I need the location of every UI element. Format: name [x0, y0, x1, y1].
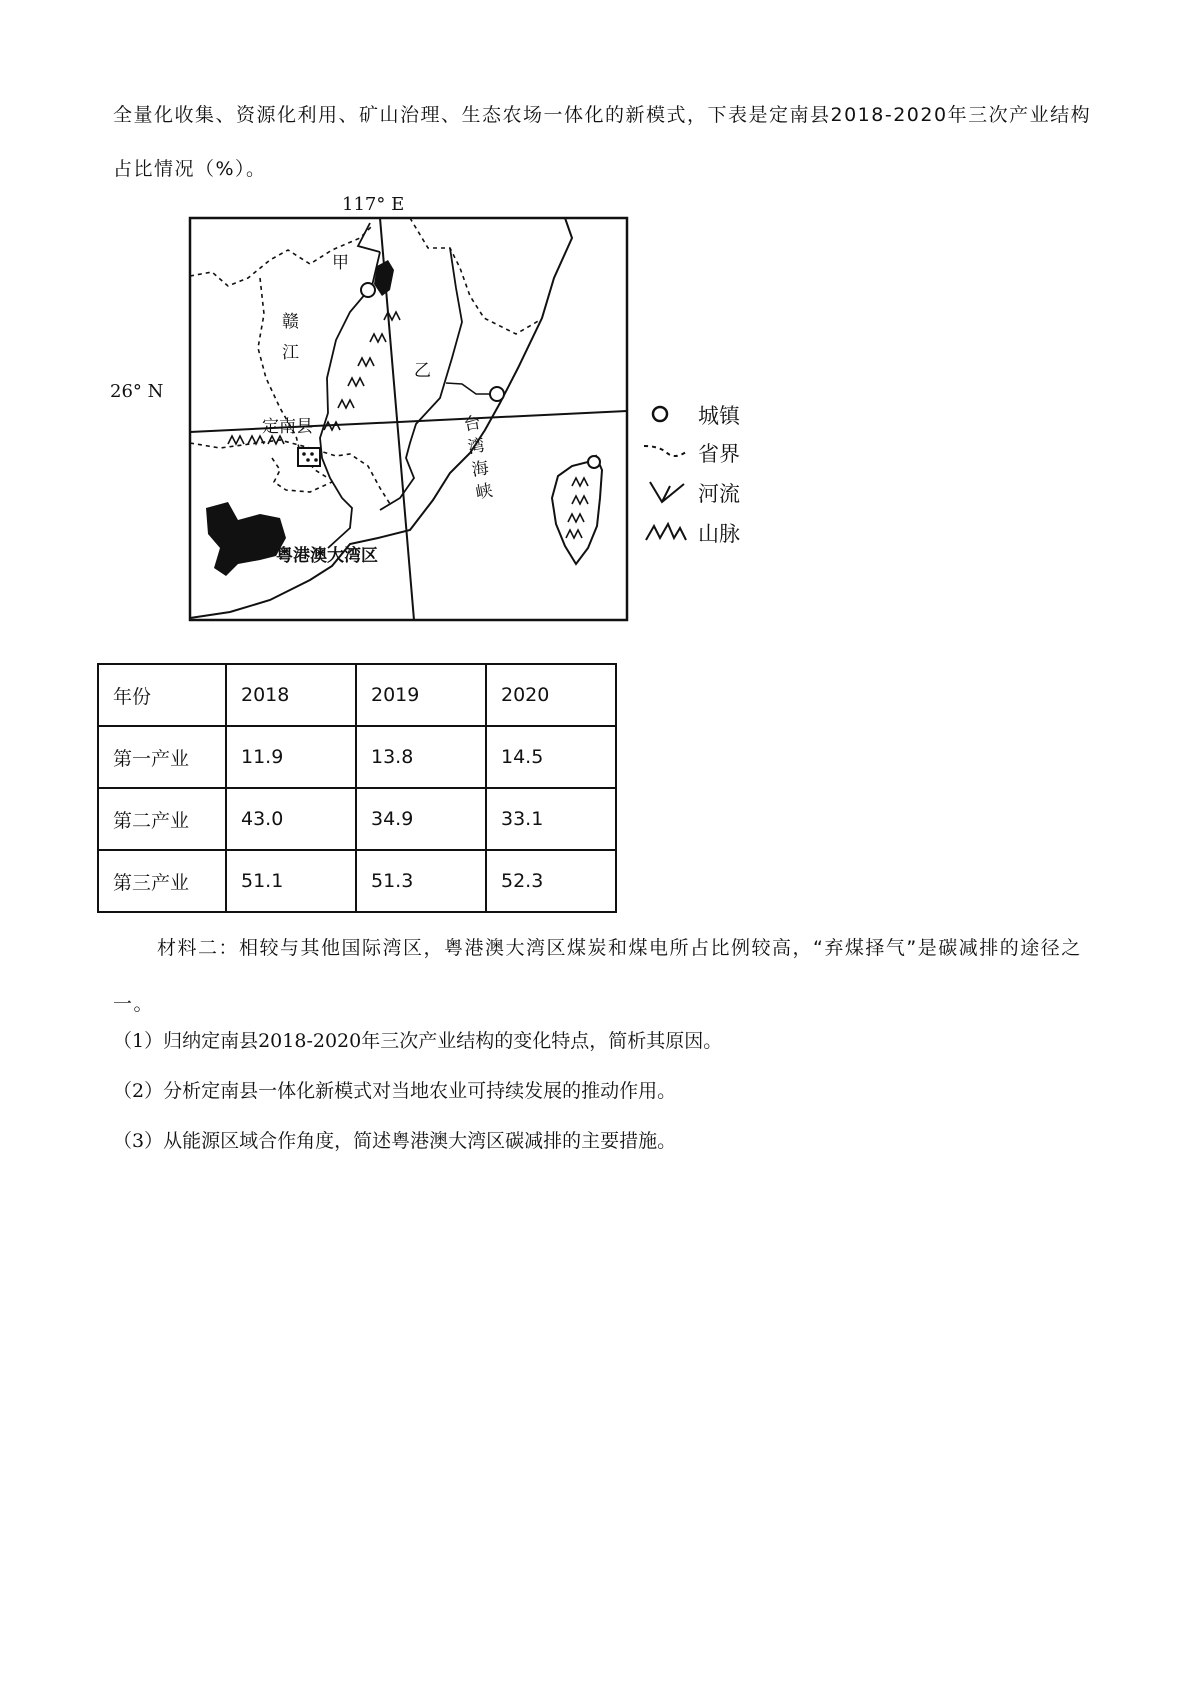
table-cell: 33.1 [486, 788, 616, 850]
river-branch-north [358, 223, 380, 252]
province-border-4 [190, 440, 390, 504]
question-2: （2）分析定南县一体化新模式对当地农业可持续发展的推动作用。 [113, 1080, 677, 1102]
river-icon [640, 478, 690, 506]
parallel-26 [190, 411, 627, 432]
table-header-cell: 2018 [226, 664, 356, 726]
legend-label: 城镇 [698, 404, 740, 428]
province-border-icon [640, 438, 690, 466]
legend-label: 省界 [698, 442, 740, 466]
table-header-cell: 2019 [356, 664, 486, 726]
table-cell: 34.9 [356, 788, 486, 850]
question-1: （1）归纳定南县2018-2020年三次产业结构的变化特点，简析其原因。 [113, 1030, 723, 1052]
table-cell: 51.1 [226, 850, 356, 912]
table-row [98, 788, 616, 850]
table-cell: 第三产业 [98, 850, 226, 912]
gba-region [206, 502, 286, 576]
industry-structure-table [97, 663, 617, 913]
table-header-cell: 2020 [486, 664, 616, 726]
legend-item-river [640, 476, 780, 508]
place-jia: 甲 [332, 253, 349, 273]
latitude-label: 26° N [110, 381, 164, 402]
town-yi [490, 387, 504, 401]
material-two-paragraph: 材料二：相较与其他国际湾区，粤港澳大湾区煤炭和煤电所占比例较高，“弃煤择气”是碳减排的途径之一。 [113, 937, 1082, 1015]
longitude-label: 117° E [342, 194, 405, 215]
town-jia [361, 283, 375, 297]
table-cell: 第二产业 [98, 788, 226, 850]
question-3: （3）从能源区域合作角度，简述粤港澳大湾区碳减排的主要措施。 [113, 1130, 677, 1152]
table-cell: 52.3 [486, 850, 616, 912]
table-cell: 11.9 [226, 726, 356, 788]
legend-item-mountain [640, 516, 780, 548]
town-icon [640, 400, 680, 428]
intro-paragraph: 全量化收集、资源化利用、矿山治理、生态农场一体化的新模式，下表是定南县2018-2020年三次产业结构占比情况（%）。 [113, 104, 1092, 180]
table-cell: 51.3 [356, 850, 486, 912]
dingnan-county [298, 448, 320, 466]
gba-label: 粤港澳大湾区 [276, 546, 378, 566]
mountain-icon [640, 518, 690, 546]
table-cell: 13.8 [356, 726, 486, 788]
taiwan-island [552, 456, 602, 564]
town-taiwan [588, 456, 600, 468]
table-cell: 43.0 [226, 788, 356, 850]
place-yi: 乙 [414, 361, 431, 381]
legend-label: 河流 [698, 482, 740, 506]
dingnan-label: 定南县 [262, 417, 313, 437]
river-yi [446, 383, 490, 394]
strait-label: 台湾海峡 [458, 413, 494, 508]
table-row [98, 726, 616, 788]
table-cell: 第一产业 [98, 726, 226, 788]
table-cell: 14.5 [486, 726, 616, 788]
table-header-cell: 年份 [98, 664, 226, 726]
table-row [98, 850, 616, 912]
table-header-row [98, 664, 616, 726]
legend-item-town [640, 398, 780, 430]
legend-label: 山脉 [698, 522, 740, 546]
legend-item-border [640, 436, 780, 468]
ganjiang-label: 赣江 [278, 312, 298, 374]
province-border-3 [410, 218, 540, 334]
